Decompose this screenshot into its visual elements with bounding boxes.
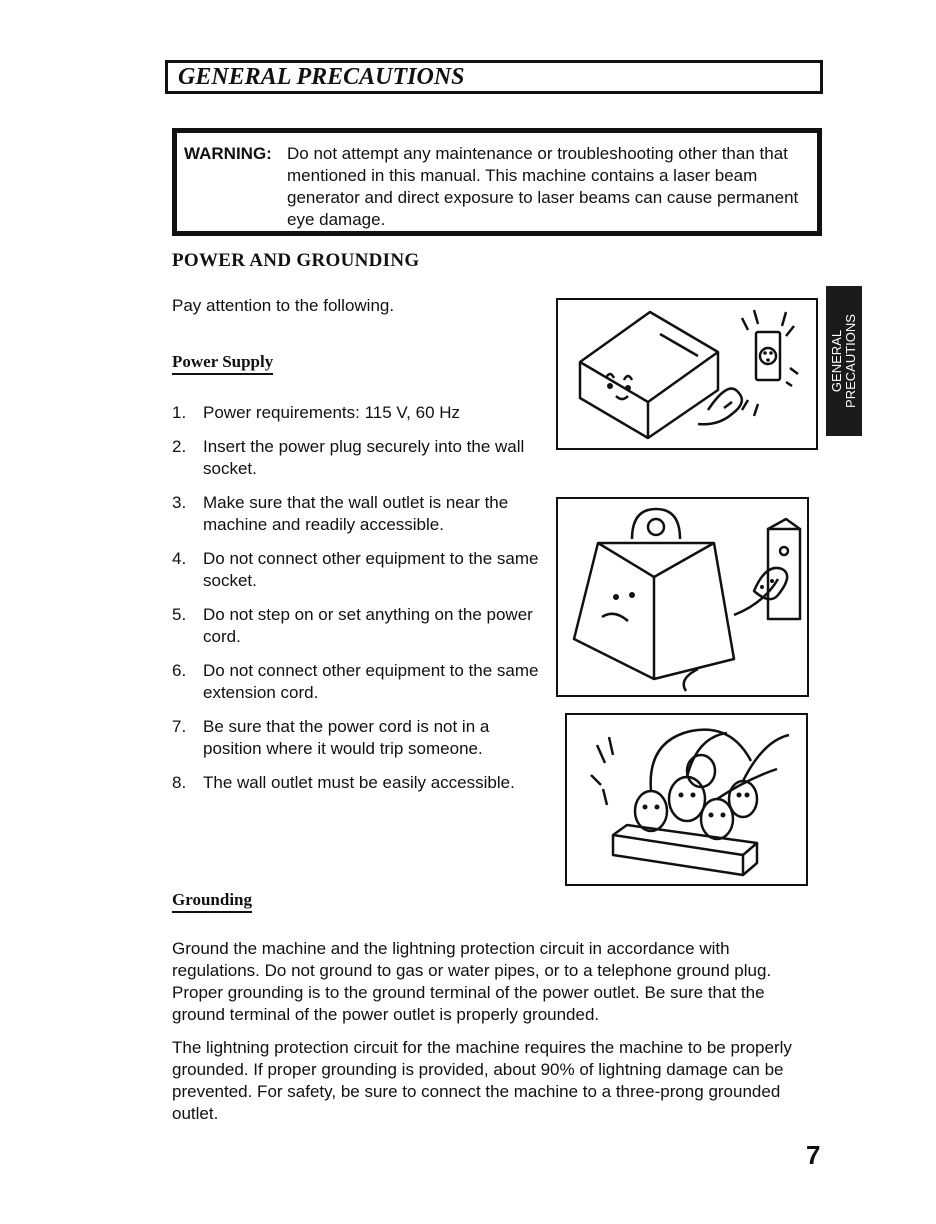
side-tab-label	[830, 314, 858, 408]
grounding-paragraph-2: The lightning protection circuit for the machine requires the machine to be properly grounded. If proper grounding is provided, about 90% of lightning damage can be prevented. For safety, be sure to connect the machine to a three-prong grounded outlet.	[172, 1038, 792, 1123]
list-item	[172, 548, 547, 592]
power-strip-drawing	[567, 715, 806, 884]
power-supply-list	[172, 402, 547, 806]
list-item-text: Make sure that the wall outlet is near the machine and readily accessible.	[203, 493, 509, 534]
intro-text: Pay attention to the following.	[172, 296, 395, 315]
illustration-weight-on-cord	[556, 497, 809, 697]
list-item-text: Insert the power plug securely into the wall socket.	[203, 437, 525, 478]
weight-cord-drawing	[558, 499, 807, 695]
list-item	[172, 716, 547, 760]
list-item-number: 5.	[172, 605, 187, 624]
list-item	[172, 604, 547, 648]
warning-box	[172, 128, 822, 236]
list-item-text: Be sure that the power cord is not in a position where it would trip someone.	[203, 717, 490, 758]
list-item	[172, 772, 547, 794]
list-item-number: 7.	[172, 717, 187, 736]
side-tab-line1: GENERAL	[829, 329, 844, 393]
list-item-text: Power requirements: 115 V, 60 Hz	[203, 403, 461, 422]
list-item-number: 6.	[172, 661, 187, 680]
list-item-text: Do not connect other equipment to the same extension cord.	[203, 661, 539, 702]
side-tab-line2: PRECAUTIONS	[843, 314, 858, 408]
list-item-text: The wall outlet must be easily accessible.	[203, 773, 515, 792]
list-item-number: 2.	[172, 437, 187, 456]
list-item-number: 8.	[172, 773, 187, 792]
list-item-text: Do not step on or set anything on the power cord.	[203, 605, 533, 646]
page-title: GENERAL PRECAUTIONS	[178, 64, 465, 90]
section-heading-power-grounding: POWER AND GROUNDING	[172, 250, 420, 271]
list-item	[172, 492, 547, 536]
illustration-overloaded-power-strip	[565, 713, 808, 886]
illustration-machine-plugged-in	[556, 298, 818, 450]
list-item	[172, 436, 547, 480]
page-title-box	[165, 60, 823, 94]
section-side-tab	[826, 286, 862, 436]
warning-text: Do not attempt any maintenance or troubleshooting other than that mentioned in this manual. This machine contains a laser beam generator and direct exposure to laser beams can cause permanent eye damage.	[287, 144, 799, 229]
list-item-number: 4.	[172, 549, 187, 568]
page-number: 7	[806, 1140, 821, 1170]
list-item-number: 3.	[172, 493, 187, 512]
machine-socket-drawing	[558, 300, 816, 448]
list-item	[172, 660, 547, 704]
list-item-number: 1.	[172, 403, 187, 422]
list-item	[172, 402, 547, 424]
grounding-paragraph-1: Ground the machine and the lightning protection circuit in accordance with regulations. Do not ground to gas or water pipes, or to a telephone ground plug. Proper grounding is to the ground terminal of the power outlet. Be sure that the ground terminal of the power outlet is properly grounded.	[172, 939, 772, 1024]
list-item-text: Do not connect other equipment to the same socket.	[203, 549, 539, 590]
power-supply-heading: Power Supply	[172, 352, 273, 375]
grounding-heading: Grounding	[172, 890, 252, 913]
warning-label: WARNING:	[184, 144, 272, 163]
